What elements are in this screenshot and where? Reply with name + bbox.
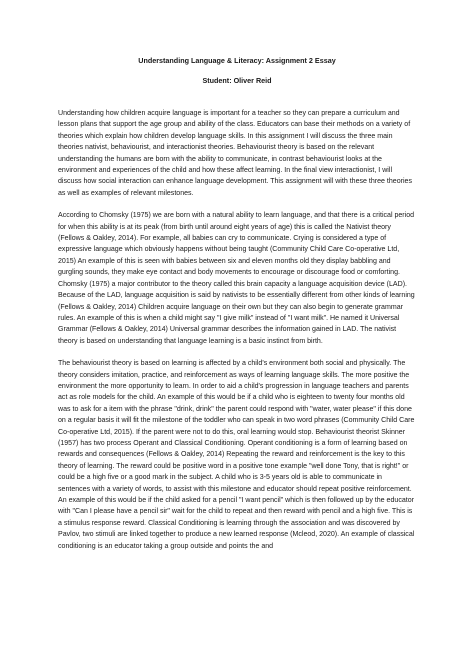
paragraph-behaviourist: The behaviourist theory is based on learning is affected by a child's environment both social and physically. The theory considers imitation, practice, and reinforcement as ways of learning language skills. The more positive the environment the more opportunity to learn. In order to aid a child's progression in language teachers and parents act as role models for the child. An example of this would be if a child who is eighteen to twenty four months old was to ask for a item with the phrase "drink, drink" the parent could respond with "water, water please" if this done on a regular basis it will fit the milestone of the toddler who can speak in two word phrases (Community Child Care Co-operative Ltd, 2015). If the parent were not to do this, oral learning would stop. Behaviourist theorist Skinner (1957) has two process Operant and Classical Conditioning. Operant conditioning is a form of learning based on rewards and consequences (Fellows & Oakley, 2014) Repeating the reward and reinforcement is the key to this theory of learning. The reward could be positive word in a positive tone example "well done Tony, that is right!" or could be a high five or a good mark in the subject. A child who is 3-5 years old is able to communicate in sentences with a variety of words, to assist with this milestone and educator should repeat positive reinforcement. An example of this would be if the child asked for a pencil "I want pencil" which is then followed up by the educator with "Can I please have a pencil sir" wait for the child to repeat and then reward with pencil and a high five. This is a stimulus response reward. Classical Conditioning is learning through the association and was discovered by Pavlov, two stimuli are linked together to produce a new learned response (Mcleod, 2020). An example of classical conditioning is an educator taking a group outside and points the and [58,360,415,550]
document-title: Understanding Language & Literacy: Assignment 2 Essay [138,56,336,65]
paragraph-nativist: According to Chomsky (1975) we are born with a natural ability to learn language, and that there is a critical period for when this ability is at its peak (from birth until around eight years of age) this is called the Nativist theory (Fellows & Oakley, 2014). For example, all babies can cry to communicate. Crying is considered a type of expressive language which obviously happens without being taught (Community Child Care Co-operative Ltd, 2015) An example of this is seen with babies between six and eleven months old they display babbling and gurgling sounds, they make eye contact and body movements to encourage or discourage food or comforting. Chomsky (1975) a major contributor to the theory called this brain capacity a language acquisition device (LAD). Because of the LAD, language acquisition is said by nativists to be essentially different from other kinds of learning (Fellows & Oakley, 2014) Children acquire language on their own but they can also begin to generate grammar rules. An example of this is when a child might say "I give milk" instead of "I want milk". He named it Universal Grammar (Fellows & Oakley, 2014) Universal grammar describes the information gained in LAD. The nativist theory is based on understanding that language learning is a basic instinct from birth. [58,212,415,345]
paragraph-introduction: Understanding how children acquire language is important for a teacher so they can prepare a curriculum and lesson plans that support the age group and ability of the class. Educators can base their methods on a variety of theories which explain how children develop language skills. In this assignment I will discuss the three main theories nativist, behaviourist, and interactionist theories. Behaviourist theory is based on the relevant understanding the humans are born with the ability to communicate, in contrast behaviourist looks at the environment and experiences of the child and how these affect learning. In the final view interactionist, I will discuss how social interaction can enhance language development. This assignment will with these three theories as well as examples of relevant milestones. [58,110,412,197]
student-name: Student: Oliver Reid [202,76,272,85]
